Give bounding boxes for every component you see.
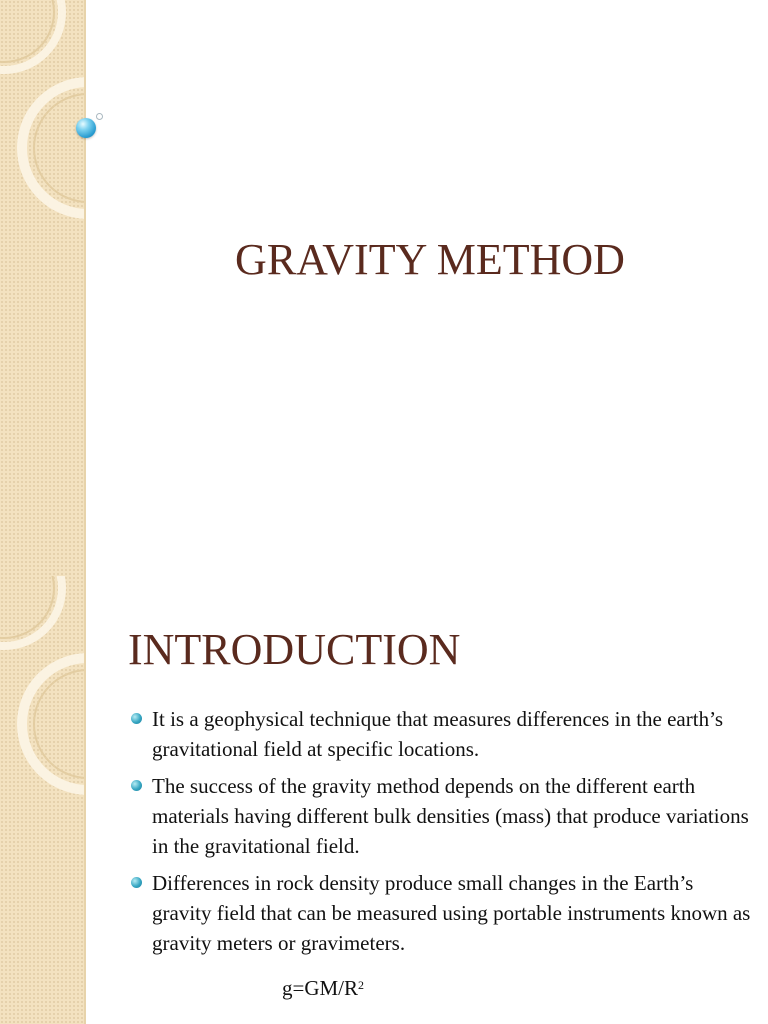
decorative-sidebar <box>0 576 84 1024</box>
list-item <box>128 704 752 764</box>
blue-ball-icon <box>76 118 96 138</box>
bullet-text: Differences in rock density produce small changes in the Earth’s gravity field that can be measured using portable instruments known as gravity meters or gravimeters. <box>152 871 751 955</box>
bullet-text: The success of the gravity method depends on the different earth materials having different bulk densities (mass) that produce variations in the gravitational field. <box>152 774 749 858</box>
sidebar-border <box>84 0 86 576</box>
teal-dot-icon <box>131 780 142 791</box>
sidebar-rings-icon <box>0 576 86 1024</box>
gravity-formula <box>282 970 364 1003</box>
bullet-text: It is a geophysical technique that measures differences in the earth’s gravitational field at specific locations. <box>152 707 724 761</box>
small-ring-icon <box>96 113 103 120</box>
list-item <box>128 868 752 958</box>
introduction-slide <box>0 576 768 1024</box>
section-heading: INTRODUCTION <box>128 625 461 674</box>
list-item <box>128 771 752 861</box>
teal-dot-icon <box>131 713 142 724</box>
teal-dot-icon <box>131 877 142 888</box>
slide-title: GRAVITY METHOD <box>235 235 625 284</box>
decorative-sidebar <box>0 0 84 576</box>
bullet-list <box>128 704 752 965</box>
formula-exponent: 2 <box>358 978 365 992</box>
formula-base: g=GM/R <box>282 976 359 1000</box>
sidebar-border <box>84 576 86 1024</box>
sidebar-rings-icon <box>0 0 86 576</box>
